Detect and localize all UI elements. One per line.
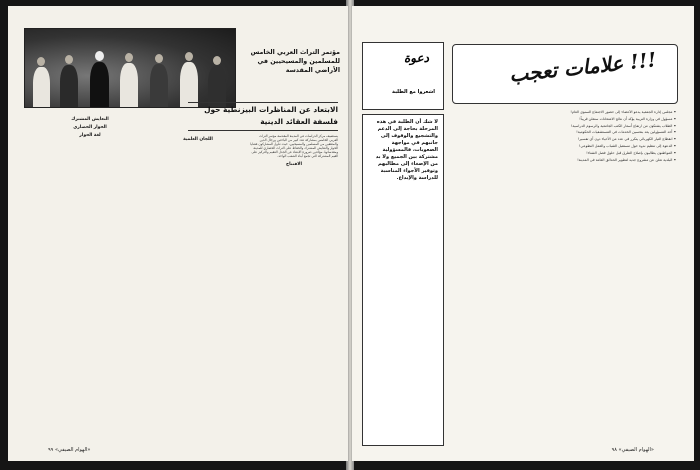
column-1-text: يستضيف مركز الدراسات في المدينة المقدسة مؤتمر التراث العربي الخامس بمشاركة عدد كبير من الباحثين ورجال الدين والمثقفين من المسلمين والمسيحيين، حيث تناول المشاركون قضايا الحوار والتعايش المشترك والحفاظ على التراث الحضاري للمدينة ومقدساتها، مؤكدين ضرورة الابتعاد عن الجدل العقيم والتركيز على القيم المشتركة التي تجمع أبناء الشعب الواحد.: [250, 134, 338, 159]
bullet-item: • انقطاع التيار الكهربائي يتكرر في عدد من الأحياء دون أي تفسير!: [577, 137, 676, 142]
side-box: [362, 114, 444, 446]
headline-main: الابتعاد عن المناظرات البيزنطية حول فلسفة العقائد الدينية: [204, 105, 338, 126]
left-footer: «الهوام الصيفي» ٩٩: [48, 447, 91, 453]
side-box-title: دعوة: [404, 51, 429, 65]
conference-photo: [24, 28, 236, 108]
subhead-1: الافتتاح: [285, 161, 303, 167]
bullet-item: • الطلاب يشتكون من ارتفاع أسعار الكتب الجامعية والرسوم الدراسية!: [570, 123, 676, 128]
subhead-3: التعايش المشترك: [71, 117, 109, 122]
header-title: علامات تعجب !!!: [508, 47, 658, 87]
side-box-subtitle: اشعروا مع الطلبة: [392, 89, 435, 95]
bullet-item: • البلدية تعلن عن مشروع جديد لتطوير الحدائق العامة في المدينة!: [577, 157, 676, 162]
side-box-text: لا شك أن الطلبة في هذه المرحلة بحاجة إلى الدعم والتشجيع والوقوف إلى جانبهم في مواجهة الصعوبات، فالمسؤولية مشتركة بين الجميع ولا بد من الإصغاء إلى مطالبهم وتوفير الأجواء المناسبة للدراسة والإبداع.: [375, 119, 438, 181]
right-footer: «الهوام الصيفي» ٩٨: [611, 447, 654, 453]
column-1: [250, 134, 338, 434]
right-page: [352, 6, 694, 461]
bullet-item: • الدعوة إلى تنظيم ندوة حول مستقبل الشباب والعمل التطوعي!: [579, 143, 676, 148]
bullet-item: • المواطنون يطالبون بإصلاح الطرق قبل حلول فصل الشتاء!: [586, 150, 676, 155]
bullet-item: • مجلس إدارة الجمعية يدعو الأعضاء إلى حضور الاجتماع السنوي العام!: [570, 110, 676, 114]
subhead-5: لغة الحوار: [79, 133, 101, 139]
subhead-2: اللجان العلمية: [183, 137, 213, 142]
bullet-item: • أحد المسؤولين يعد بتحسين الخدمات في المستشفيات الحكومية!: [576, 130, 676, 135]
column-3: [34, 114, 146, 434]
bullets-column: [452, 110, 676, 440]
column-2: [154, 134, 242, 434]
bullet-item: • مسؤول في وزارة التربية يؤكد أن نتائج الامتحانات ستعلن قريباً!: [579, 116, 676, 121]
left-page: [8, 6, 348, 461]
subhead-4: الحوار الحضاري: [73, 125, 107, 131]
headline-top: مؤتمر التراث العربي الخامس للمسلمين والمسيحيين في الأراضي المقدسة: [250, 49, 340, 74]
side-box-header: [362, 42, 444, 110]
header-box: [452, 44, 678, 104]
